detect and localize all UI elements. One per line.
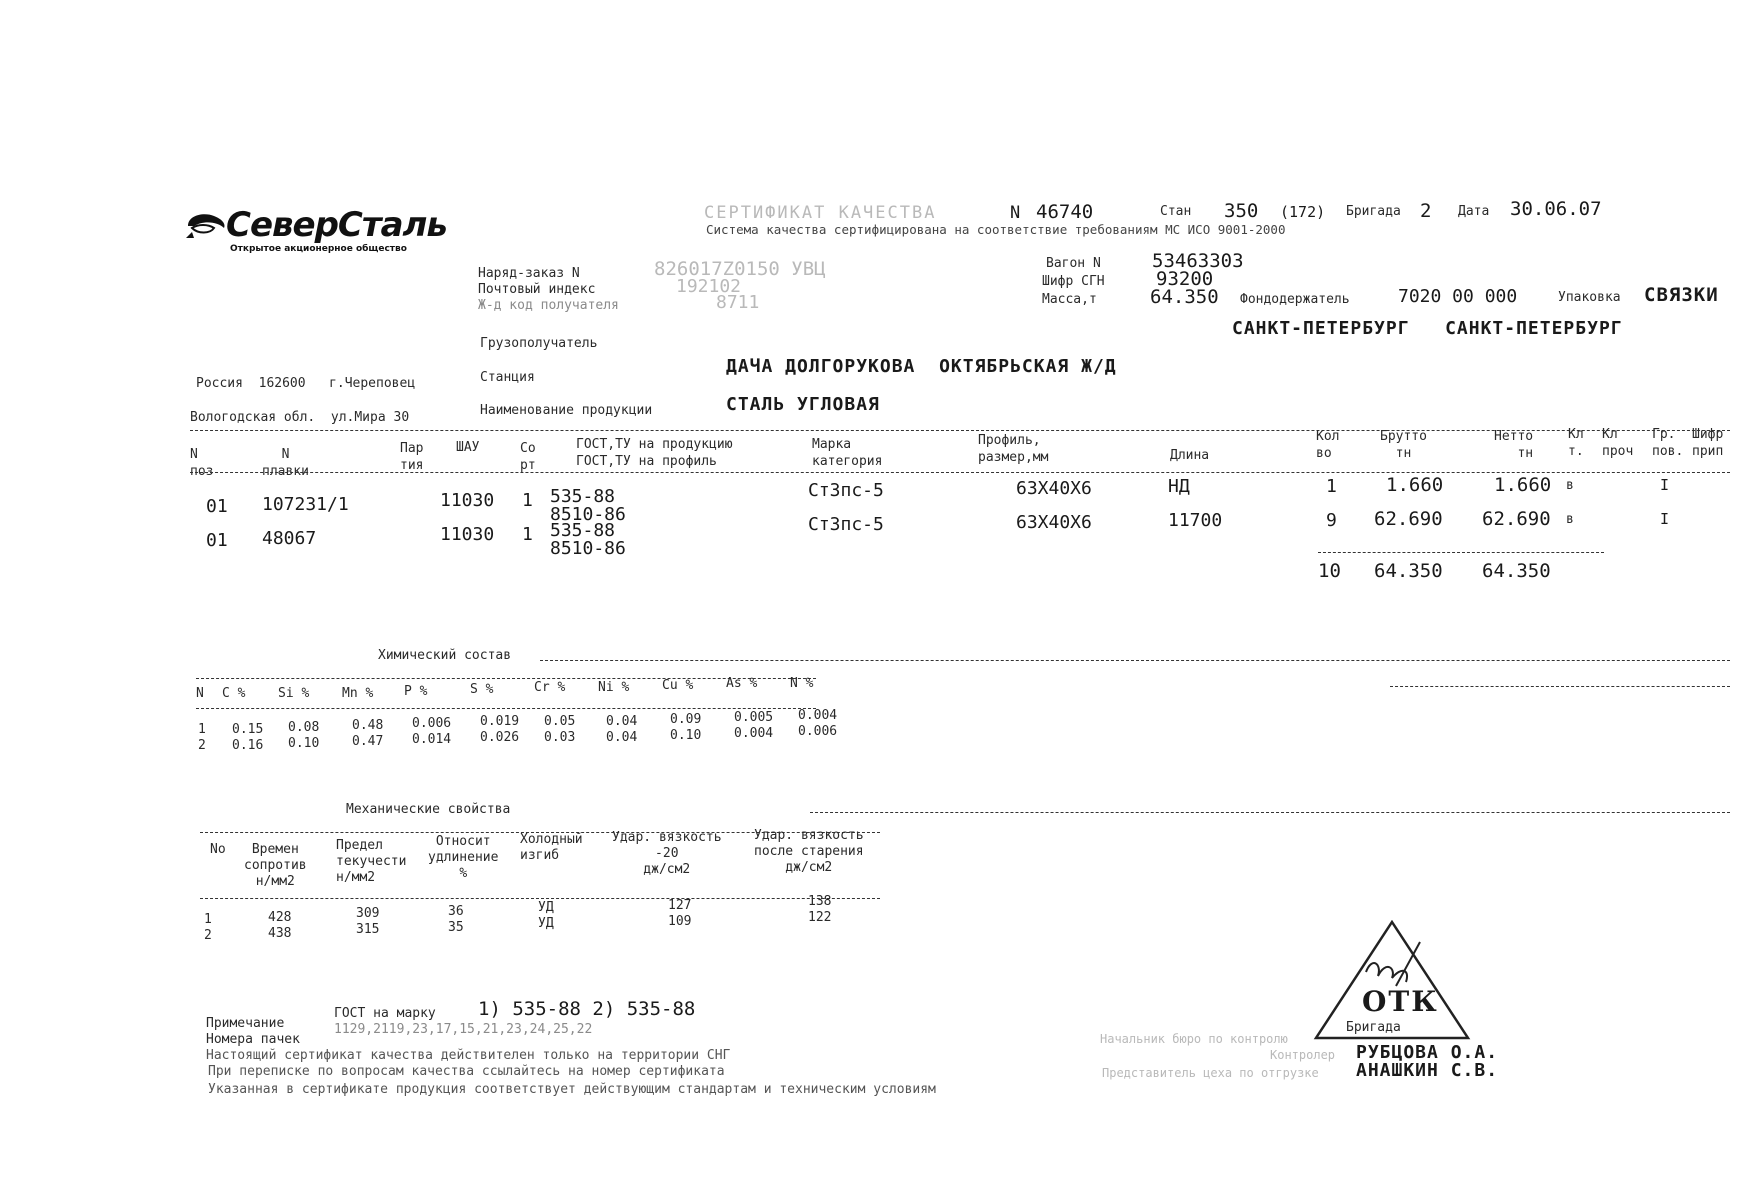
cell-plate: 48067: [262, 528, 317, 549]
chem-header-cr: Cr %: [534, 680, 566, 695]
rail-code: 8711: [716, 292, 760, 313]
chem-cell: 0.10: [670, 728, 702, 743]
otk-stamp-label: ОТК: [1362, 985, 1439, 1018]
shifr-sgn-value: 93200: [1156, 268, 1214, 290]
order-number: 826017Z0150 УВЦ: [654, 258, 826, 280]
mech-header-elongation: Относит удлинение %: [428, 834, 499, 881]
mech-cell-elongation: 36: [448, 904, 464, 919]
cell-plate: 107231/1: [262, 494, 349, 515]
cell-sort: 1: [522, 524, 533, 545]
station-value: ДАЧА ДОЛГОРУКОВА ОКТЯБРЬСКАЯ Ж/Д: [726, 356, 1117, 377]
mech-header-cold-bend: Холодный изгиб: [520, 832, 583, 863]
brigade-label: Бригада: [1346, 204, 1401, 219]
note-line-3: Указанная в сертификате продукция соответствует действующим стандартам и техническим условиям: [208, 1082, 936, 1097]
chem-header-n-pct: N %: [790, 676, 814, 691]
chem-cell: 0.16: [232, 738, 264, 753]
cell-mark: Ст3пс-5: [808, 514, 884, 535]
cell-netto: 1.660: [1494, 474, 1552, 496]
signature-name-2: АНАШКИН С.В.: [1356, 1060, 1499, 1081]
packs-value: 1129,2119,23,17,15,21,23,24,25,22: [334, 1022, 593, 1037]
chem-header-s: S %: [470, 682, 494, 697]
mass-value: 64.350: [1150, 286, 1219, 308]
col-header-pos: N поз: [190, 447, 214, 479]
chem-cell: 0.05: [544, 714, 576, 729]
packing-value: СВЯЗКИ: [1644, 284, 1719, 306]
col-header-sort: Со рт: [520, 441, 536, 473]
cell-kl-t: в: [1566, 478, 1574, 493]
cell-profile: 63X40X6: [1016, 478, 1092, 499]
mech-cell-yield: 315: [356, 922, 380, 937]
chem-header-cu: Cu %: [662, 678, 694, 693]
mech-cell-impact-aged: 122: [808, 910, 832, 925]
total-qty: 10: [1318, 560, 1341, 582]
sender-address-line2: Вологодская обл. ул.Мира 30: [190, 410, 410, 425]
divider: [1390, 686, 1730, 687]
chem-cell: 0.005: [734, 710, 774, 725]
mech-cell-impact-aged: 138: [808, 894, 832, 909]
consignee-label: Грузополучатель: [480, 336, 598, 351]
chem-cell: 0.03: [544, 730, 576, 745]
cell-qty: 1: [1326, 476, 1337, 497]
date-label: Дата: [1458, 204, 1490, 219]
chem-header-n: N: [196, 686, 204, 701]
chem-cell: 0.08: [288, 720, 320, 735]
postal-index-label: Почтовый индекс: [478, 282, 596, 297]
mech-cell-no: 2: [204, 928, 212, 943]
chem-cell: 0.04: [606, 714, 638, 729]
fund-holder-label: Фондодержатель: [1240, 292, 1350, 307]
cell-brutto: 62.690: [1374, 508, 1443, 530]
cell-gost-profile: 8510-86: [550, 538, 626, 559]
chem-cell: 0.48: [352, 718, 384, 733]
cell-profile: 63X40X6: [1016, 512, 1092, 533]
chem-cell: 0.15: [232, 722, 264, 737]
chem-header-c: C %: [222, 686, 246, 701]
chem-header-mn: Mn %: [342, 686, 374, 701]
col-header-qty: Кол во: [1316, 429, 1340, 461]
packs-label: Номера пачек: [206, 1032, 300, 1047]
mech-cell-tensile: 438: [268, 926, 292, 941]
chem-header-ni: Ni %: [598, 680, 630, 695]
divider: [1318, 552, 1604, 553]
mech-cell-elongation: 35: [448, 920, 464, 935]
cell-brutto: 1.660: [1386, 474, 1444, 496]
col-header-shifr-prip: Шифр прип: [1692, 427, 1724, 459]
cell-kl-t: в: [1566, 512, 1574, 527]
divider: [200, 898, 880, 899]
signature-role-1: Начальник бюро по контролю: [1100, 1032, 1288, 1046]
wagon-number: 53463303: [1152, 250, 1244, 272]
col-header-mark: Марка категория: [812, 437, 883, 469]
cell-qty: 9: [1326, 510, 1337, 531]
brigade-value: 2: [1420, 200, 1432, 222]
chem-header-si: Si %: [278, 686, 310, 701]
company-logo-subtitle: Открытое акционерное общество: [230, 244, 407, 254]
mech-header-yield: Предел текучести н/мм2: [336, 838, 407, 885]
chem-cell: 0.006: [798, 724, 838, 739]
iso-certification-line: Система качества сертифицирована на соответствие требованиям МС ИСО 9001-2000: [706, 222, 1286, 237]
otk-brigade-label: Бригада: [1346, 1020, 1401, 1035]
col-header-party: Пар тия: [400, 441, 424, 473]
mech-header-tensile: Времен сопротив н/мм2: [244, 842, 307, 889]
mech-cell-cold-bend: УД: [538, 900, 554, 915]
mech-cell-yield: 309: [356, 906, 380, 921]
total-netto: 64.350: [1482, 560, 1551, 582]
col-header-netto: Нетто тн: [1494, 429, 1534, 461]
note-label: Примечание: [206, 1016, 285, 1031]
mech-cell-no: 1: [204, 912, 212, 927]
cell-mark: Ст3пс-5: [808, 480, 884, 501]
mech-cell-impact: 109: [668, 914, 692, 929]
chem-cell: 2: [198, 738, 206, 753]
divider: [196, 678, 816, 679]
fund-holder-value: 7020 00 000: [1398, 286, 1518, 307]
sender-address-line1: Россия 162600 г.Череповец: [196, 376, 416, 391]
col-header-profile: Профиль, размер,мм: [978, 433, 1049, 465]
divider: [810, 812, 1730, 813]
signature-role-2: Представитель цеха по отгрузке: [1102, 1066, 1319, 1080]
consignee-value: САНКТ-ПЕТЕРБУРГ САНКТ-ПЕТЕРБУРГ: [1232, 318, 1623, 339]
severstal-logo-icon: [184, 210, 230, 240]
wagon-label: Вагон N: [1046, 256, 1101, 271]
col-header-brutto: Брутто тн: [1380, 429, 1427, 461]
chem-cell: 0.006: [412, 716, 452, 731]
cell-pos: 01: [206, 530, 228, 551]
signature-name-1: РУБЦОВА О.А.: [1356, 1042, 1499, 1063]
product-name-label: Наименование продукции: [480, 403, 653, 418]
chem-cell: 0.47: [352, 734, 384, 749]
packing-label: Упаковка: [1558, 290, 1621, 305]
cell-gost-profile: 8510-86: [550, 504, 626, 525]
cell-pos: 01: [206, 496, 228, 517]
chem-section-title: Химический состав: [378, 648, 512, 663]
mech-cell-impact: 127: [668, 898, 692, 913]
mech-section-title: Механические свойства: [346, 802, 511, 817]
total-brutto: 64.350: [1374, 560, 1443, 582]
certificate-number: 46740: [1036, 201, 1094, 223]
col-header-length: Длина: [1170, 448, 1210, 463]
divider: [196, 708, 816, 709]
signature-role-1b: Контролер: [1270, 1048, 1336, 1062]
col-header-gr-pov: Гр. пов.: [1652, 427, 1684, 459]
gost-mark-label: ГОСТ на марку: [334, 1006, 436, 1021]
divider: [540, 660, 1730, 661]
certificate-no-label: N: [1010, 203, 1021, 223]
chem-cell: 0.026: [480, 730, 520, 745]
company-logo-name: СеверСталь: [226, 205, 447, 245]
postal-index: 192102: [676, 276, 742, 297]
note-line-2: При переписке по вопросам качества ссылайтесь на номер сертификата: [208, 1064, 725, 1079]
chem-cell: 0.004: [798, 708, 838, 723]
chem-cell: 0.014: [412, 732, 452, 747]
station-label: Станция: [480, 370, 535, 385]
chem-header-p: P %: [404, 684, 428, 699]
mass-label: Масса,т: [1042, 292, 1097, 307]
chem-cell: 0.09: [670, 712, 702, 727]
stan-label: Стан: [1160, 204, 1192, 219]
product-name-value: СТАЛЬ УГЛОВАЯ: [726, 394, 880, 415]
col-header-kl-proch: Кл проч: [1602, 427, 1634, 459]
gost-mark-value: 1) 535-88 2) 535-88: [478, 998, 696, 1020]
cell-party: 11030: [440, 524, 495, 545]
chem-cell: 0.004: [734, 726, 774, 741]
certificate-date: 30.06.07: [1510, 198, 1602, 220]
mech-header-impact: Удар. вязкость -20 дж/см2: [612, 830, 722, 877]
chem-header-as: As %: [726, 676, 758, 691]
cell-sort: 1: [522, 490, 533, 511]
cell-length: НД: [1168, 476, 1190, 497]
rail-code-label: Ж-д код получателя: [478, 298, 619, 313]
col-header-kl-t: Кл т.: [1568, 427, 1584, 459]
note-line-1: Настоящий сертификат качества действителен только на территории СНГ: [206, 1048, 731, 1063]
cell-length: 11700: [1168, 510, 1223, 531]
cell-party: 11030: [440, 490, 495, 511]
chem-cell: 0.04: [606, 730, 638, 745]
order-number-label: Наряд-заказ N: [478, 266, 580, 281]
mech-header-no: No: [210, 842, 226, 857]
col-header-shau: ШАУ: [456, 440, 480, 455]
cell-gr-pov: I: [1660, 510, 1670, 528]
chem-cell: 0.10: [288, 736, 320, 751]
mech-cell-tensile: 428: [268, 910, 292, 925]
shifr-sgn-label: Шифр СГН: [1042, 274, 1105, 289]
mech-cell-cold-bend: УД: [538, 916, 554, 931]
col-header-gost: ГОСТ,ТУ на продукцию ГОСТ,ТУ на профиль: [576, 437, 733, 469]
chem-cell: 0.019: [480, 714, 520, 729]
mech-header-impact-aged: Удар. вязкость после старения дж/см2: [754, 828, 864, 875]
col-header-plate: N плавки: [262, 447, 309, 479]
cell-gost-product: 535-88: [550, 520, 616, 541]
certificate-title: СЕРТИФИКАТ КАЧЕСТВА: [704, 203, 937, 223]
stan-value: 350: [1224, 200, 1259, 222]
cell-gr-pov: I: [1660, 476, 1670, 494]
chem-cell: 1: [198, 722, 206, 737]
divider: [190, 472, 1730, 473]
cell-netto: 62.690: [1482, 508, 1551, 530]
cell-gost-product: 535-88: [550, 486, 616, 507]
stan-code: (172): [1280, 203, 1326, 221]
